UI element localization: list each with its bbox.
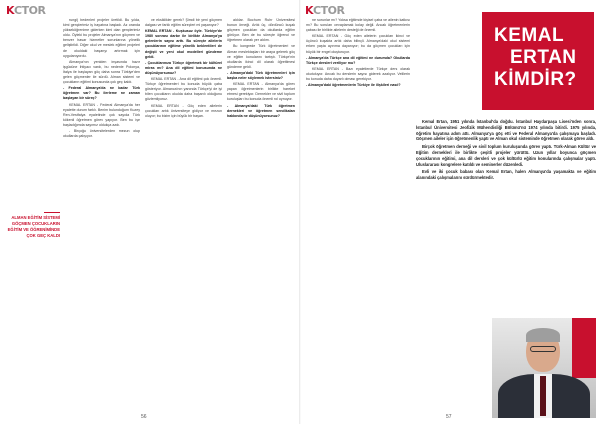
paragraph: KEMAL ERTAN - Göç eden ailelerin çocukları artık üniversiteye gidiyor ve mezun oluyor; bu bizim için büyük bir başarı.	[145, 103, 222, 118]
paragraph: aldılar. Bochum Ruhr Üniversitesi bunun örneği. Artık üç, dördüncü kuşak göçmen çocukları da okullarda eğitim görüyor. Ben de bu süreçte öğrenci ve öğretmen olarak yer aldım.	[227, 18, 295, 43]
page-number-right: 57	[446, 414, 452, 420]
title-box	[482, 12, 594, 110]
paragraph: Almanya'nın yeniden inşasında hazır işgücüne ihtiyacı vardı, bu nedenle Polonya, İtalya ile başlayan göç daha sonra Türkiye'den gelen göçmenler ile sürdü. Alman sistemi ve çocukların eğitimi konusunda çok geç kaldı.	[63, 59, 140, 85]
bio-text	[416, 119, 596, 183]
flag-shape	[572, 318, 596, 378]
page-gutter	[299, 0, 301, 424]
paragraph: ve eksiklikler gerek? Şimdi bir yeni göçmen dalgası ve farklı eğitim süreçleri mi yaşanıyor?	[145, 18, 222, 28]
bio-paragraph: Birçok öğretmen derneği ve sivil toplum kuruluşunda görev yaptı. Türk-Alman Kültür ve Eğitim dernekleri ile birlikte çeşitli projeler yürüttü. Uzun yıllar boyunca göçmen çocuklarının eğitimi, ana dil dersleri ve çok kültürlü eğitim konularında çalışmalar yaptı. Uluslararası kongrelere katıldı ve seminerler düzenledi.	[416, 144, 596, 167]
paragraph: KEMAL ERTAN - Bazı eyaletlerde Türkçe ders olarak okutuluyor. Ancak bu derslerin sayısı giderek azalıyor. Velilerin bu konuda daha duyarlı olması gerekiyor.	[306, 66, 410, 82]
paragraph: Bu kongrede Türk öğretmenleri ve Alman meslektaşları bir araya gelerek göç ve eğitim konularını tartıştı. Türkçe'nin okullarda ikinci dil olarak öğretilmesi gündeme geldi.	[227, 44, 295, 69]
page-number-left: 56	[141, 414, 147, 420]
magazine-logo-left: KCTOR	[6, 4, 46, 17]
left-page-column-3	[227, 18, 295, 402]
title-line-1: KEMAL	[494, 25, 565, 46]
right-page-column-1	[306, 18, 410, 402]
question: - Almanya'daki Türk öğretmenleri için başka neler söylemek istersiniz?	[227, 70, 295, 81]
paragraph: KEMAL ERTAN - Göç eden ailelerin çocukları ikinci ve üçüncü kuşakta artık daha bilinçli. Almanya'daki okul sistemi erken yaşta ayırıma dayanıyor; bu da göçmen çocukları için büyük bir engel oluşturuyor.	[306, 34, 410, 54]
bio-paragraph: Kemal Ertan, 1951 yılında İstanbul'da doğdu. İstanbul Haydarpaşa Lisesi'nden sonra, İstanbul Üniversitesi Jeofizik Mühendisliği Bölümü'nü 1974 yılında bitirdi. 1975 yılında, öğretim hayatına adım attı. Almanya'ya göç etti ve Federal Almanya'da çalışmaya başladı. Göçmen aileler için öğretmenlik yaptı ve Alman okul sisteminde öğretmen olarak görev aldı.	[416, 119, 596, 142]
portrait-photo	[492, 318, 596, 418]
glasses-shape	[530, 346, 556, 352]
paragraph: - Birçoğu üniversitelerden mezun olup okullarda çalışıyor.	[63, 128, 140, 139]
question: - Federal Almanya'da ne kadar Türk öğretmen var? Bu ilerleme ne zaman başlayan bir süreç?	[63, 86, 140, 101]
title-line-2: ERTAN	[510, 47, 577, 68]
answer-lead: KEMAL ERTAN - Kuşkusuz öyle. Türkiye'de 1980 sonrası darbe ile birlikte Almanya'ya gelenlerin sayısı arttı. Bu süreçte ailelerin çocuklarının eğitime yönelik beklentileri de değişti ve yeni okul modelleri gündeme geldi.	[145, 29, 222, 59]
pull-quote-rule	[44, 212, 60, 213]
question: - Çocuklarınıza Türkçe öğretmek bir kültürel miras mı? Ana dil eğitimi konusunda ne düşünüyorsunuz?	[145, 60, 222, 75]
question: - Almanya'daki Türk öğretmen dernekleri ve öğretmen sendikaları hakkında ne düşünüyorsunuz?	[227, 103, 295, 118]
paragraph: KEMAL ERTAN - Federal Almanya'da her eyalette durum farklı. Benim bulunduğum Kuzey Ren-Vestfalya eyaletinde çok sayıda Türk kökenli öğretmen görev yapıyor. Ben bu işe başladığımda sayımız oldukça azdı.	[63, 102, 140, 127]
pull-quote	[6, 212, 60, 239]
hair-shape	[526, 328, 560, 342]
question: - Almanya'da Türkçe ana dil eğitimi ne durumda? Okullarda Türkçe dersleri veriliyor mu?	[306, 55, 410, 65]
title-line-3: KİMDİR?	[494, 69, 577, 90]
bio-paragraph: Evli ve iki çocuk babası olan Kemal Ertan, halen Almanya'da yaşamakta ve eğitim alanındaki çalışmalarını sürdürmektedir.	[416, 169, 596, 181]
tie-shape	[540, 376, 546, 416]
paragraph: KEMAL ERTAN - Ana dil eğitimi çok önemli. Türkçe öğretmenleri bu konuda büyük çaba gösteriyor. Almanca'nın yanında Türkçe'yi de iyi bilen çocukların okulda daha başarılı olduğunu gözlemliyoruz.	[145, 77, 222, 102]
magazine-logo-right: KCTOR	[305, 4, 345, 17]
question: - Almanya'daki öğretmenlerin Türkiye ile ilişkileri nasıl?	[306, 83, 401, 88]
paragraph: KEMAL ERTAN - Almanya'da görev yapan öğretmenlerin birlikte hareket etmesi gerekiyor. Dernekler ve sivil toplum kuruluşları bu konuda önemli rol oynuyor.	[227, 82, 295, 102]
pull-quote-text: ALMAN EĞİTİM SİSTEMİ GÖÇMEN ÇOCUKLARIN EĞİTİM VE ÖĞRENİMİNDE ÇOK GEÇ KALDI	[7, 215, 60, 238]
left-page-column-1	[63, 18, 140, 402]
paragraph: rungi) bedenleri projeler üretildi. Bu yılda, kimi gençlerimiz iş hayatına başladı. Az oranda yükseköğrenime giderken kimi olan gençlerimiz oldu. Öyleki bu projeler Almanya'nın göçmen ve benzer hasar hizmetler sorunlarına yönelik geliştirildi. Diğer okul ve meslek eğitimi projeleri de okuldaki başarıyı artırmak için uygulanıyordu.	[63, 18, 140, 58]
paragraph: ne sorunlar mı? Yoksa eğitimde kişisel çaba ve ailenin katkısı mı? Bu soruları cevaplamak kolay değil. Ancak öğretmenlerin çabası ile birlikte ailelerin desteği de önemli.	[306, 18, 410, 33]
left-page-column-2	[145, 18, 222, 402]
